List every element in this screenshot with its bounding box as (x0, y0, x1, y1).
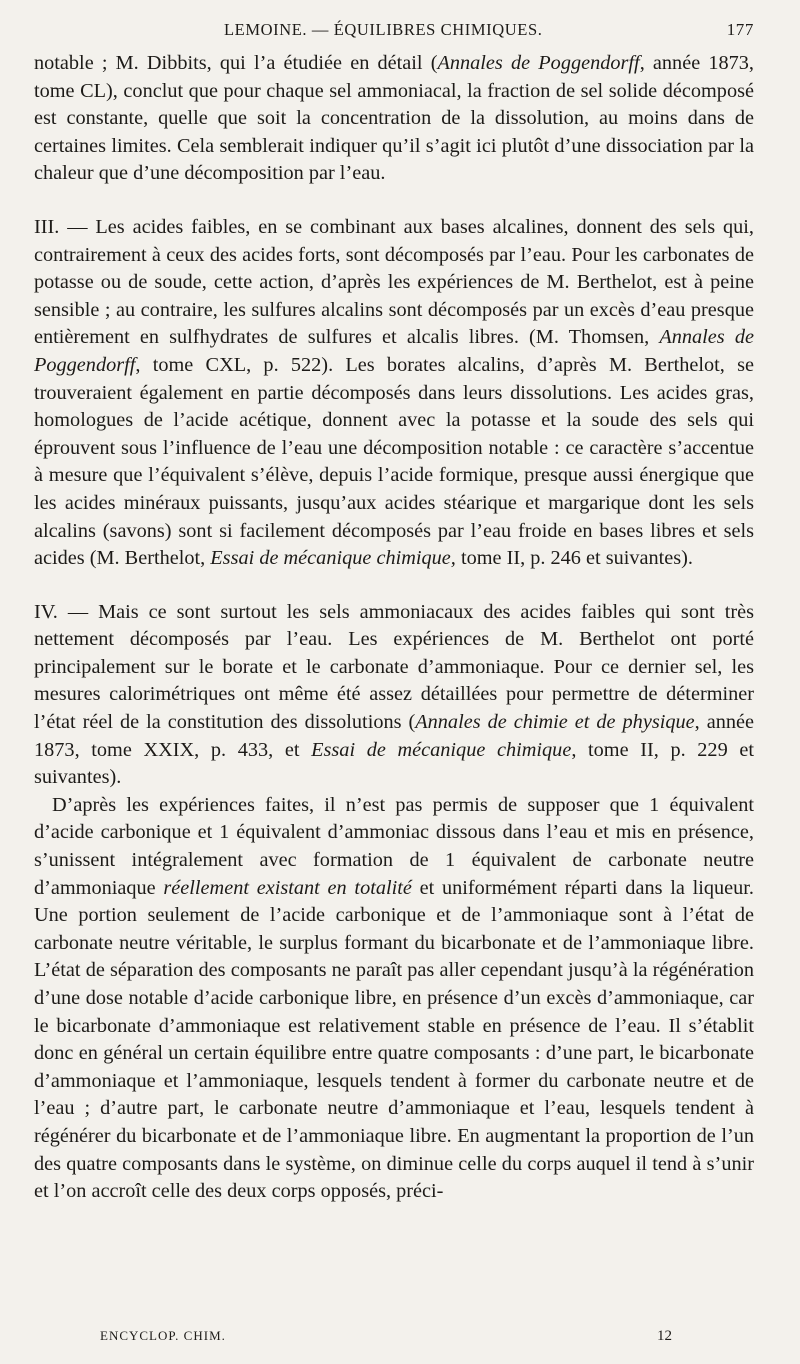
page-number: 177 (726, 20, 754, 39)
text-run: notable ; M. Dibbits, qui l’a étudiée en détail ( (34, 52, 438, 74)
italic-run: Annales de chimie et de physique (415, 711, 695, 734)
italic-run: Essai de mécanique chimique (311, 738, 572, 761)
paragraph (34, 599, 754, 792)
text-run: IV. — Mais ce sont surtout les sels ammoniacaux des acides faibles qui sont très nettement décomposés par l’eau. Les expériences de M. Berthelot ont porté principalement sur le borate et le carbonate d’ammoniaque. Pour ce dernier sel, les mesures calorimétriques ont même été assez détaillées pour permettre de déterminer l’état réel de la constitution des dissolutions ( (34, 600, 754, 734)
text-run: tome II, p. 246 et suivantes). (455, 547, 694, 570)
italic-run: Annales de Poggendorff (437, 52, 640, 74)
italic-run: Essai de mécanique chimique, (210, 547, 456, 570)
paragraph (34, 214, 754, 573)
running-title: LEMOINE. — ÉQUILIBRES CHIMIQUES. (224, 20, 543, 39)
page-footer (100, 1328, 672, 1350)
paragraph (34, 792, 754, 1206)
body-text (34, 50, 754, 1206)
signature-mark: 12 (657, 1328, 672, 1344)
footer-publication: ENCYCLOP. CHIM. (100, 1328, 226, 1343)
text-run: D’après les expériences faites, il n’est pas permis de supposer que 1 équivalent d’acide carbonique et 1 équivalent d’ammoniac dissous dans l’eau et mis en présence, s’unissent intégralement avec formation de 1 équivalent de carbonate neutre d’ammoniaque (34, 793, 754, 899)
italic-run: Annales de Poggendorff (34, 326, 754, 376)
italic-run: réellement existant en totalité (163, 876, 412, 899)
paragraph (34, 50, 754, 188)
text-run: , année 1873, tome XXIX, p. 433, et (34, 711, 754, 761)
page-header (34, 20, 754, 46)
text-run: et uniformément réparti dans la liqueur. Une portion seulement de l’acide carbonique et de l’ammoniaque sont à l’état de carbonate neutre véritable, le surplus formant du bicarbonate et de l’ammoniaque libre. L’état de séparation des composants ne paraît pas aller cependant jusqu’à la régénération d’une dose notable d’acide carbonique libre, en présence d’un excès d’ammoniaque, car le bicarbonate d’ammoniaque est relativement stable en présence de l’eau. Il s’établit donc en général un certain équilibre entre quatre composants : d’une part, le bicarbonate d’ammoniaque et l’ammoniaque, lesquels tendent à former du carbonate neutre et de l’eau ; d’autre part, le carbonate neutre d’ammoniaque et l’eau, lesquels tendent à régénérer du bicarbonate et de l’ammoniaque libre. En augmentant la proportion de l’un des quatre composants dans le système, on diminue celle du corps auquel il tend à s’unir et l’on accroît celle des deux corps opposés, préci- (34, 876, 754, 1203)
text-run: , tome CXL, p. 522). Les borates alcalins, d’après M. Berthelot, se trouveraient également en partie décomposés dans leurs dissolutions. Les acides gras, homologues de l’acide acétique, donnent avec la potasse et la soude des sels qui éprouvent sous l’influence de l’eau une décomposition notable : ce caractère s’accentue à mesure que l’équivalent s’élève, depuis l’acide formique, presque aussi énergique que les acides minéraux puissants, jusqu’aux acides stéarique et margarique dont les sels alcalins (savons) sont si facilement décomposés par l’eau froide en bases libres et sels acides (M. Berthelot, (34, 353, 754, 570)
text-run: III. — Les acides faibles, en se combinant aux bases alcalines, donnent des sels qui, contrairement à ceux des acides forts, sont décomposés par l’eau. Pour les carbonates de potasse ou de soude, cette action, d’après les expériences de M. Berthelot, est à peine sensible ; au contraire, les sulfures alcalins sont décomposés par un excès d’eau presque entièrement en sulfhydrates de sulfures et alcalis libres. (M. Thomsen, (34, 215, 754, 349)
text-run: , année 1873, tome CL), conclut que pour chaque sel ammoniacal, la fraction de sel solide décomposé est constante, quelle que soit la concentration de la dissolution, au moins dans de certaines limites. Cela semblerait indiquer qu’il s’agit ici plutôt d’une dissociation par la chaleur que d’une décomposition par l’eau. (34, 52, 754, 185)
text-run: , tome II, p. 229 et suivantes). (34, 738, 754, 789)
